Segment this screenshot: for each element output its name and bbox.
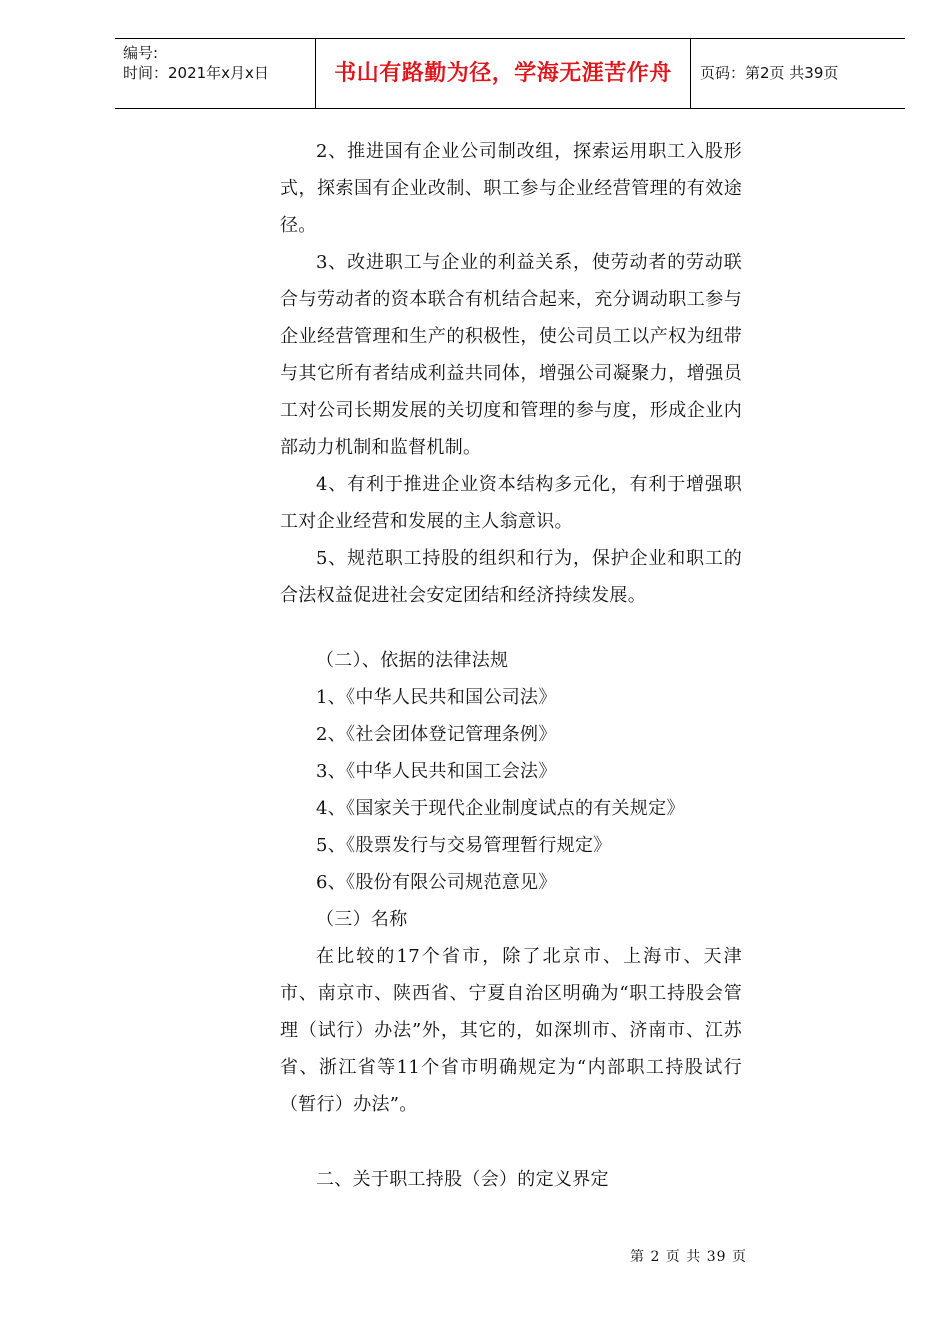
spacer <box>280 614 742 642</box>
law-list-item: 3、《中华人民共和国工会法》 <box>316 761 557 782</box>
page-footer: 第 2 页 共 39 页 <box>630 1249 747 1265</box>
section-heading-legal-basis: （二）、依据的法律法规 <box>316 650 509 671</box>
paragraph-item-5: 5、规范职工持股的组织和行为，保护企业和职工的合法权益促进社会安定团结和经济持续发展。 <box>280 548 742 606</box>
header-motto: 书山有路勤为径，学海无涯苦作舟 <box>316 39 691 108</box>
spacer <box>280 1123 742 1161</box>
date-label: 时间：2021年x月x日 <box>123 64 269 82</box>
paragraph-item-2: 2、推进国有企业公司制改组，探索运用职工入股形式，探索国有企业改制、职工参与企业经营管理的有效途径。 <box>280 141 742 236</box>
paragraph-item-4: 4、有利于推进企业资本结构多元化，有利于增强职工对企业经营和发展的主人翁意识。 <box>280 474 742 532</box>
law-list-item: 4、《国家关于现代企业制度试点的有关规定》 <box>316 798 685 819</box>
header-page-number: 页码：第2页 共39页 <box>700 64 839 82</box>
document-body <box>280 133 742 1198</box>
page-header <box>115 38 905 109</box>
header-meta-cell <box>115 39 316 108</box>
law-list-item: 2、《社会团体登记管理条例》 <box>316 724 557 745</box>
law-list-item: 5、《股票发行与交易管理暂行规定》 <box>316 835 612 856</box>
section-heading-name: （三）名称 <box>316 909 408 930</box>
law-list-item: 6、《股份有限公司规范意见》 <box>316 872 557 893</box>
paragraph-name-comparison: 在比较的17个省市，除了北京市、上海市、天津市、南京市、陕西省、宁夏自治区明确为“职工持股会管理（试行）办法”外，其它的，如深圳市、济南市、江苏省、浙江省等11个省市明确规定为“内部职工持股试行（暂行）办法”。 <box>280 946 742 1115</box>
section-heading-definition: 二、关于职工持股（会）的定义界定 <box>316 1169 609 1190</box>
law-list-item: 1、《中华人民共和国公司法》 <box>316 687 557 708</box>
serial-number-label: 编号: <box>123 44 159 62</box>
paragraph-item-3: 3、改进职工与企业的利益关系，使劳动者的劳动联合与劳动者的资本联合有机结合起来，充分调动职工参与企业经营管理和生产的积极性，使公司员工以产权为纽带与其它所有者结成利益共同体，增强公司凝聚力，增强员工对公司长期发展的关切度和管理的参与度，形成企业内部动力机制和监督机制。 <box>280 252 742 458</box>
